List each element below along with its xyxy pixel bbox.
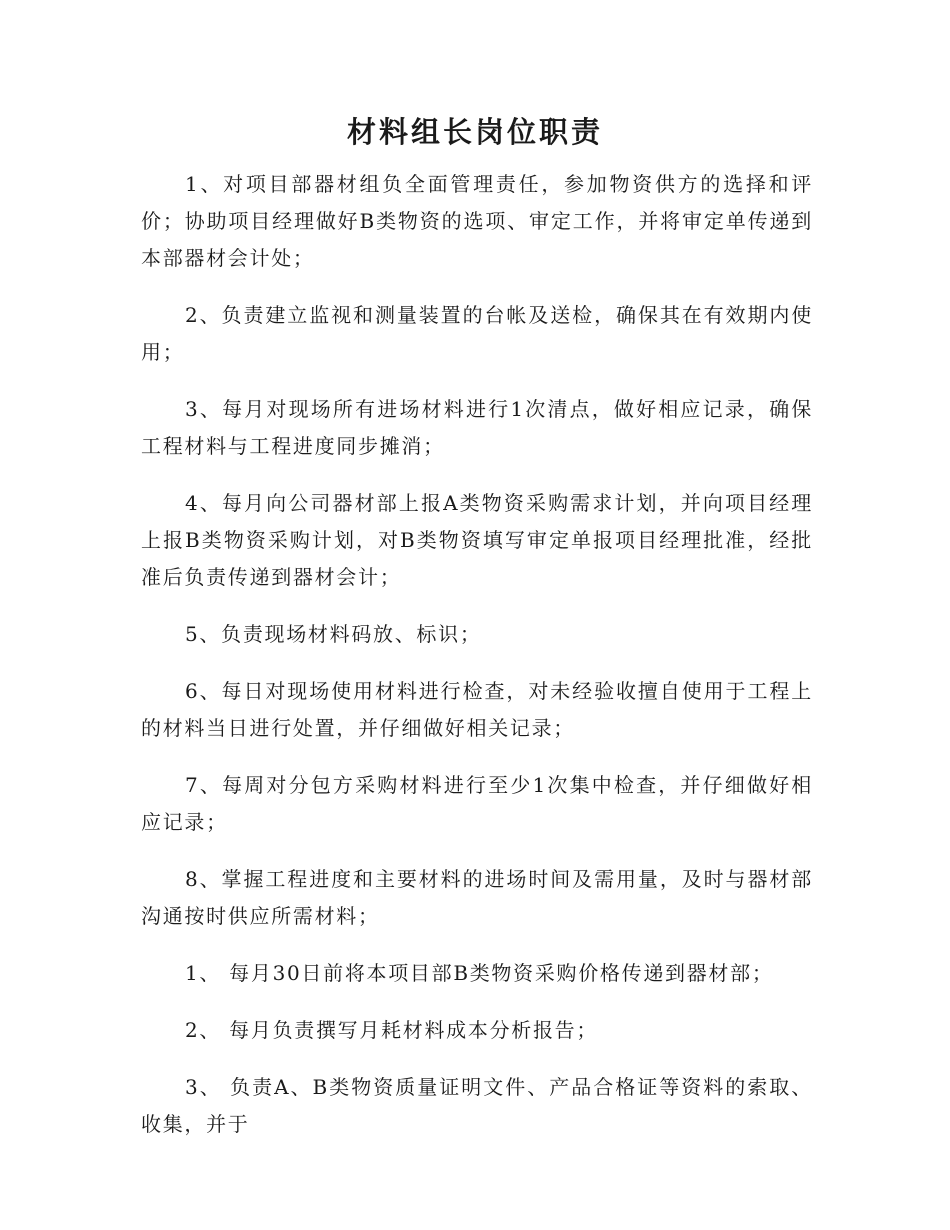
paragraph-2: 2、负责建立监视和测量装置的台帐及送检，确保其在有效期内使用； xyxy=(141,303,813,364)
paragraph-5: 5、负责现场材料码放、标识； xyxy=(185,622,482,646)
paragraph-6: 6、每日对现场使用材料进行检查，对未经验收擅自使用于工程上的材料当日进行处置，并仔细做好相关记录； xyxy=(141,679,813,740)
paragraph-10: 2、 每月负责撰写月耗材料成本分析报告； xyxy=(185,1018,599,1042)
paragraph-1: 1、对项目部器材组负全面管理责任，参加物资供方的选择和评价；协助项目经理做好B类物资的选项、审定工作，并将审定单传递到本部器材会计处； xyxy=(141,172,813,270)
paragraph-8: 8、掌握工程进度和主要材料的进场时间及需用量，及时与器材部沟通按时供应所需材料； xyxy=(141,867,813,928)
paragraph-9: 1、 每月30日前将本项目部B类物资采购价格传递到器材部； xyxy=(185,961,774,985)
paragraph-11: 3、 负责A、B类物资质量证明文件、产品合格证等资料的索取、收集，并于 xyxy=(141,1075,813,1136)
paragraph-3: 3、每月对现场所有进场材料进行1次清点，做好相应记录，确保工程材料与工程进度同步摊消； xyxy=(141,397,813,458)
paragraph-7: 7、每周对分包方采购材料进行至少1次集中检查，并仔细做好相应记录； xyxy=(141,773,813,834)
paragraph-4: 4、每月向公司器材部上报A类物资采购需求计划，并向项目经理上报B类物资采购计划，对B类物资填写审定单报项目经理批准，经批准后负责传递到器材会计； xyxy=(141,491,813,589)
document-body xyxy=(141,166,813,1163)
document-title: 材料组长岗位职责 xyxy=(346,115,603,149)
